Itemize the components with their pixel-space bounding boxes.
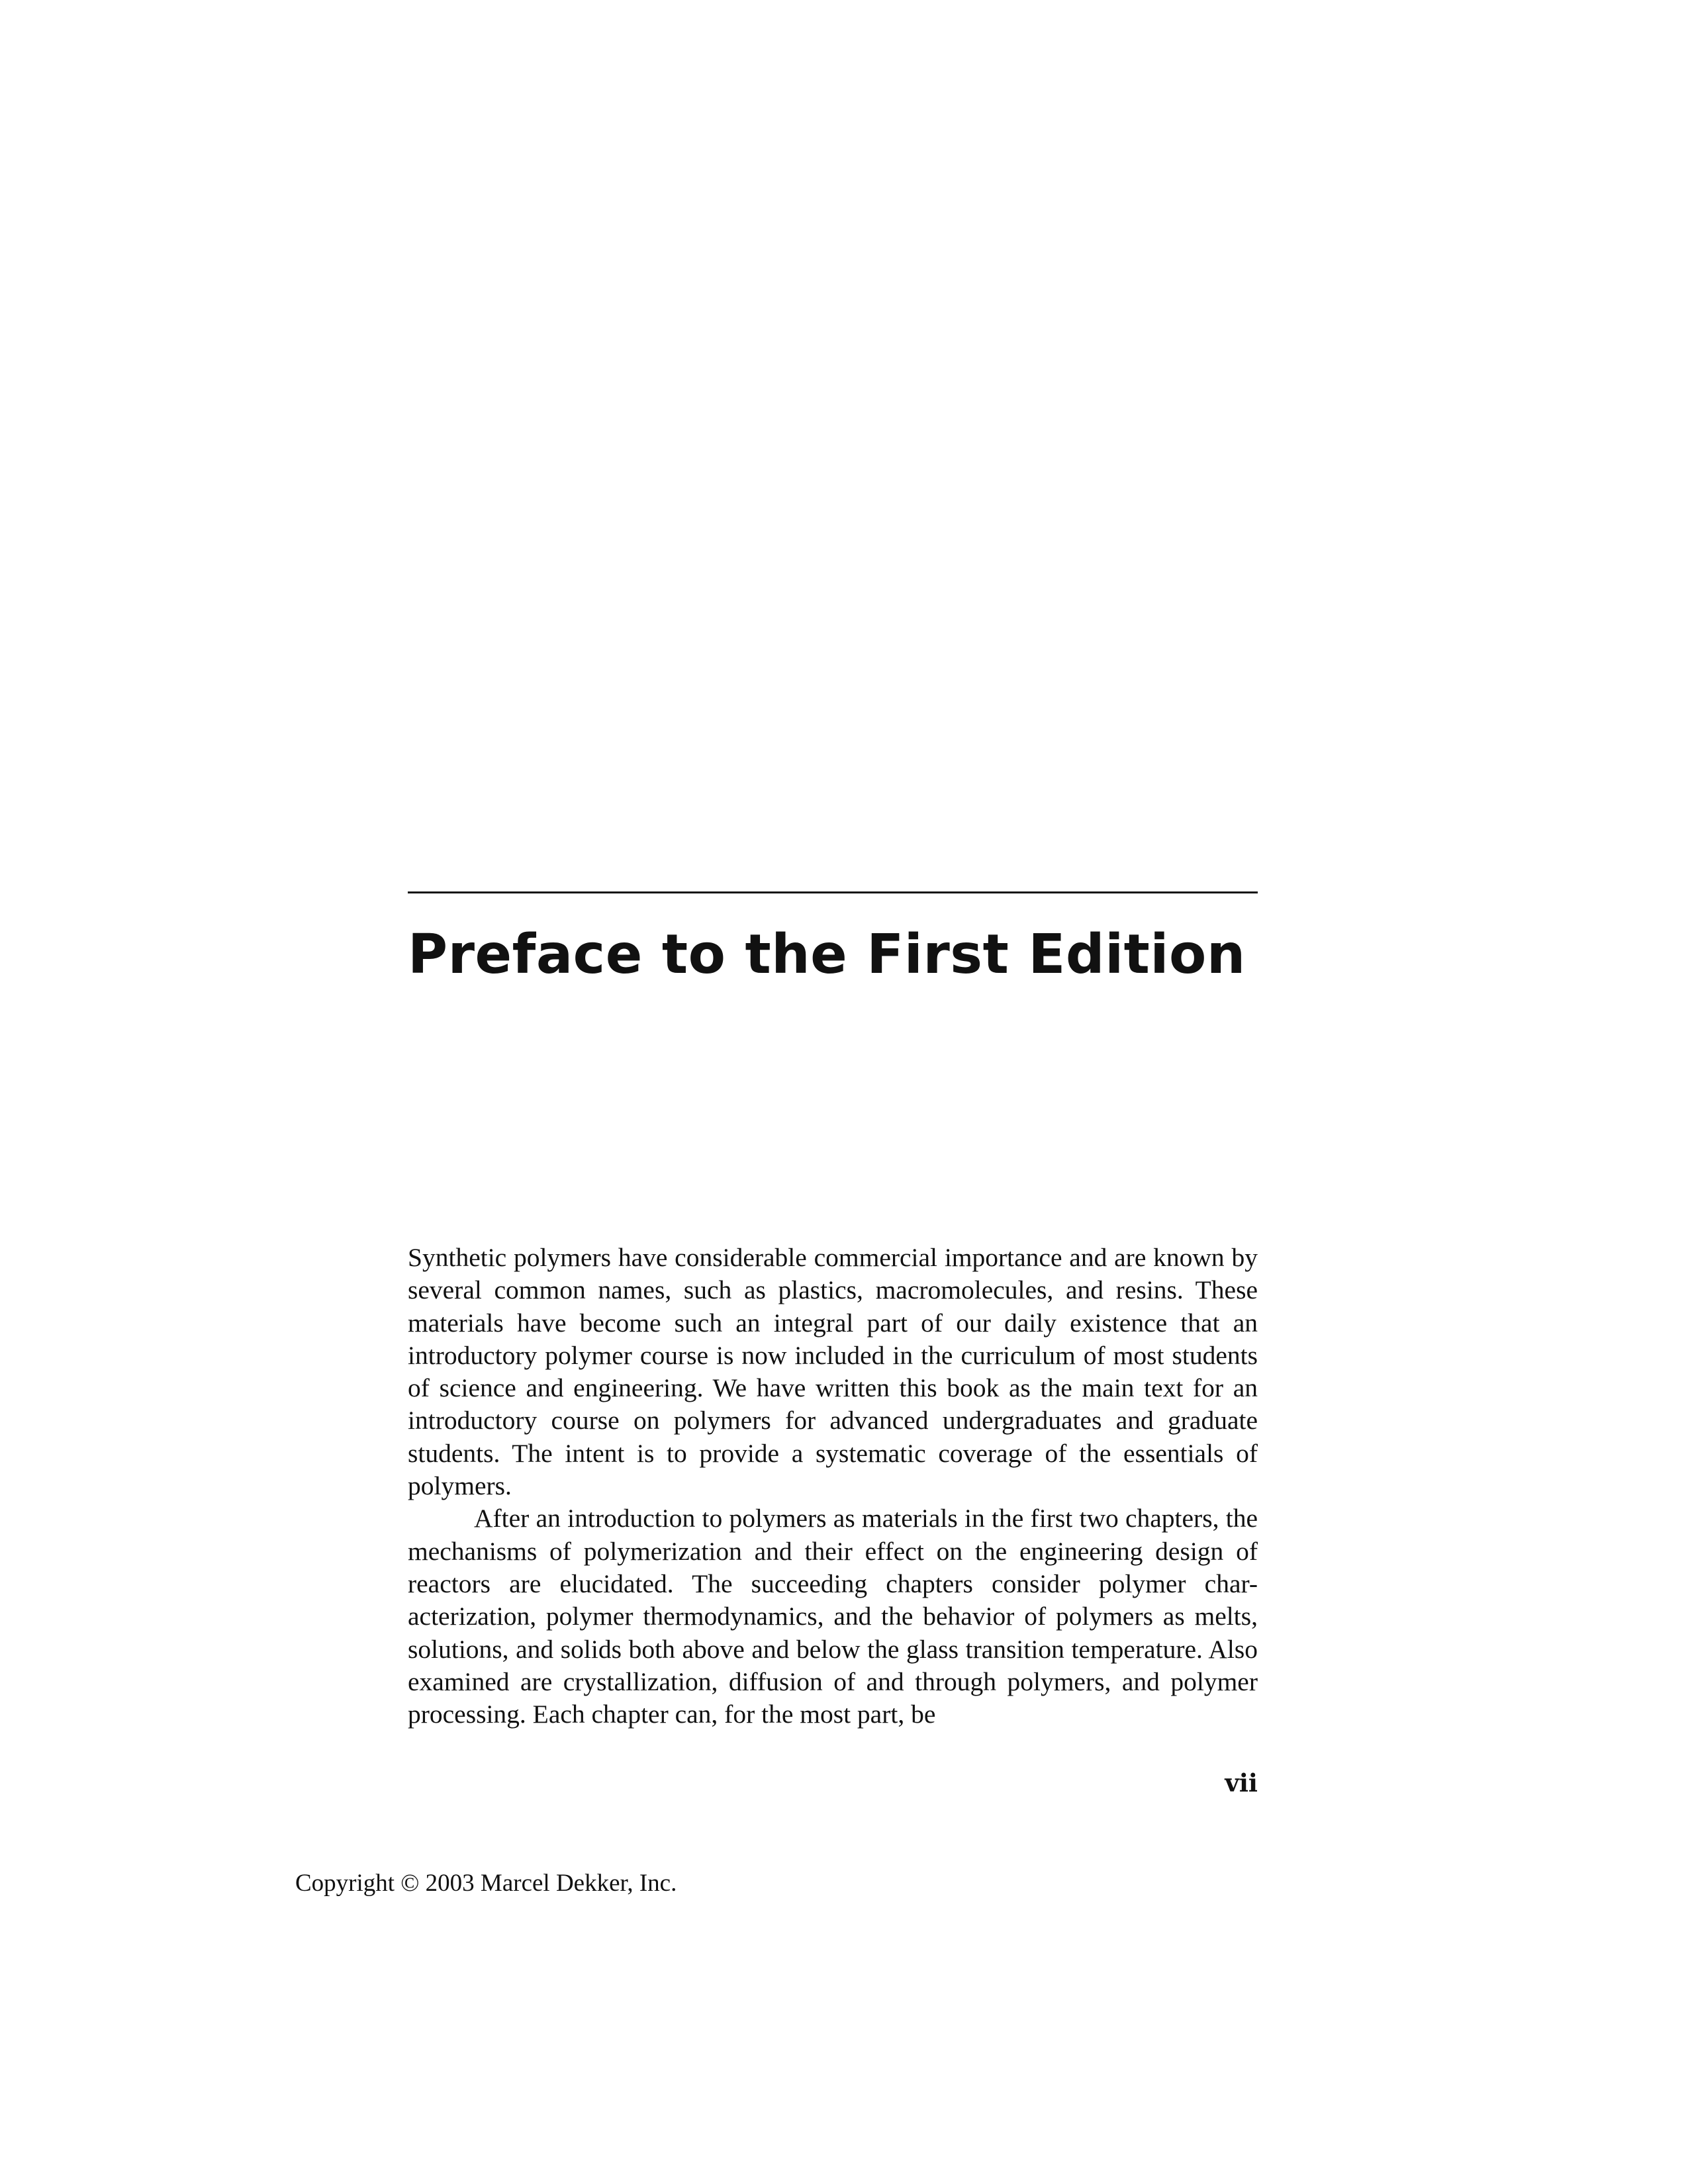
copyright-notice: Copyright © 2003 Marcel Dekker, Inc. — [295, 1870, 677, 1897]
chapter-title: Preface to the First Edition — [408, 923, 1246, 986]
page-number: vii — [1225, 1768, 1258, 1797]
chapter-rule — [408, 891, 1258, 893]
paragraph-1: Synthetic polymers have considerable commercial importance and are known by several common names, such as plastics, macromolecules, and resins. These materials have become such an integral part of our daily existence that an introductory polymer course is now included in the curriculum of most students of science and engineering. We have written this book as the main text for an introductory course on polymers for advanced undergraduates and graduate students. The intent is to provide a systematic coverage of the essentials of polymers. — [408, 1243, 1258, 1501]
paragraph-2: After an introduction to polymers as materials in the first two chapters, the mechanisms of polymerization and their effect on the engineering design of reactors are elucidated. The succeeding chapters consider polymer char-acterization, polymer thermodynamics, and the behavior of polymers as melts, solutions, and solids both above and below the glass transition temperature. Also examined are crystallization, diffusion of and through polymers, and polymer processing. Each chapter can, for the most part, be — [408, 1504, 1258, 1729]
body-text — [408, 1242, 1258, 1731]
